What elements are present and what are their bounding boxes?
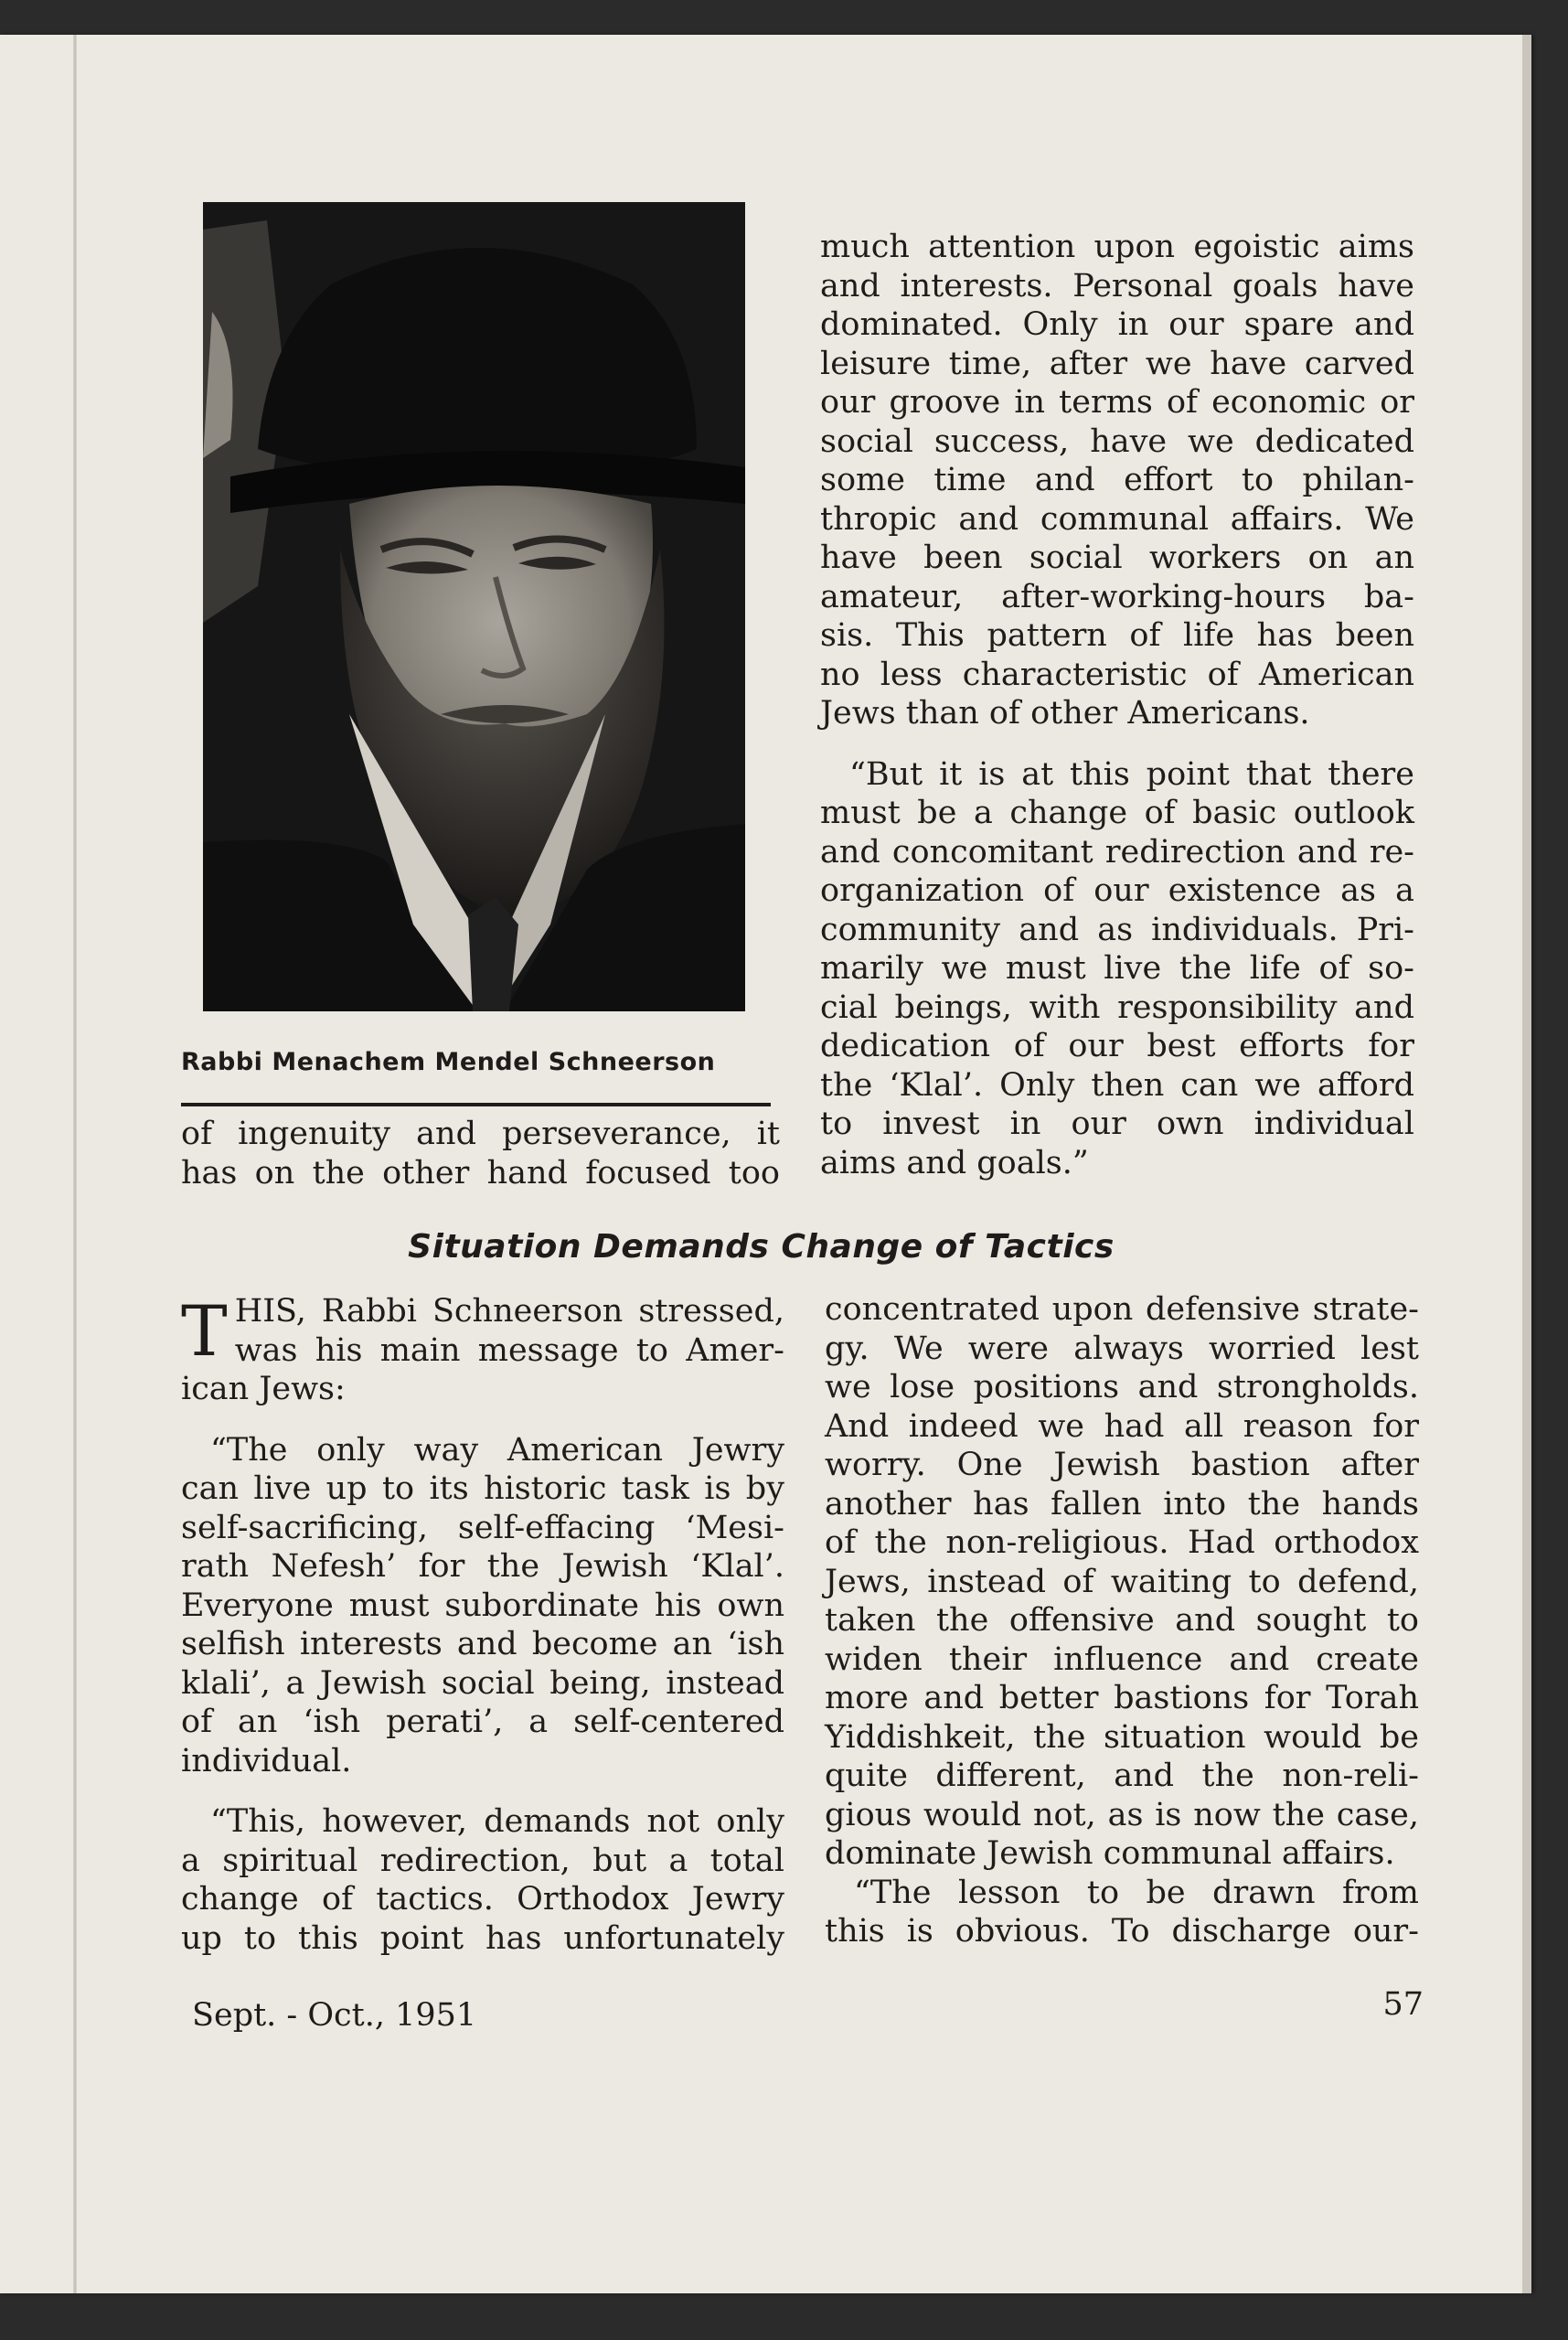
photo-caption: Rabbi Menachem Mendel Schneerson xyxy=(181,1048,716,1076)
text-line: dedication of our best efforts for xyxy=(820,1028,1414,1064)
text-line: aims and goals.” xyxy=(820,1144,1089,1181)
text-line: marily we must live the life of so- xyxy=(820,950,1414,987)
text-line: a spiritual redirection, but a total xyxy=(181,1842,784,1879)
drop-cap-paragraph xyxy=(181,1292,784,1409)
text-line: dominated. Only in our spare and xyxy=(820,306,1414,343)
text-line: self-sacrificing, self-effacing ‘Mesi- xyxy=(181,1509,784,1546)
text-line: was his main message to Amer- xyxy=(234,1331,784,1369)
text-line: “The lesson to be drawn from xyxy=(854,1874,1419,1911)
text-line: must be a change of basic outlook xyxy=(820,795,1414,831)
text-line: Everyone must subordinate his own xyxy=(181,1587,784,1624)
book-gutter xyxy=(73,35,77,2293)
text-line: concentrated upon defensive strate- xyxy=(825,1291,1419,1328)
text-line: another has fallen into the hands xyxy=(825,1485,1419,1523)
text-line: individual. xyxy=(181,1742,352,1779)
text-line: to invest in our own individual xyxy=(820,1106,1414,1142)
text-line: thropic and communal affairs. We xyxy=(820,500,1414,538)
text-line: no less characteristic of American xyxy=(820,656,1414,693)
text-line: of ingenuity and perseverance, it xyxy=(181,1116,780,1152)
left-column-bottom xyxy=(181,1292,784,1958)
text-line: this is obvious. To discharge our- xyxy=(825,1913,1419,1950)
text-line: quite different, and the non-reli- xyxy=(825,1758,1419,1794)
text-line: of an ‘ish perati’, a self-centered xyxy=(181,1704,784,1740)
text-line: HIS, Rabbi Schneerson stressed, xyxy=(234,1293,784,1330)
text-line: have been social workers on an xyxy=(820,540,1414,576)
text-line: has on the other hand focused too xyxy=(181,1154,780,1191)
text-line: can live up to its historic task is by xyxy=(181,1470,784,1507)
text-line: amateur, after-working-hours ba- xyxy=(820,578,1414,615)
text-line: much attention upon egoistic aims xyxy=(820,229,1414,265)
text-line: the ‘Klal’. Only then can we afford xyxy=(820,1066,1414,1104)
text-line: gy. We were always worried lest xyxy=(825,1330,1419,1367)
text-line: “But it is at this point that there xyxy=(849,755,1414,793)
text-line: and interests. Personal goals have xyxy=(820,267,1414,305)
text-line: social success, have we dedicated xyxy=(820,422,1414,460)
text-line: “The only way American Jewry xyxy=(210,1431,784,1469)
right-column-bottom xyxy=(825,1290,1419,1951)
text-line: our groove in terms of economic or xyxy=(820,384,1414,421)
text-line: worry. One Jewish bastion after xyxy=(825,1447,1419,1483)
magazine-page xyxy=(0,35,1531,2293)
issue-date: Sept. - Oct., 1951 xyxy=(192,1997,477,2034)
text-line: we lose positions and strongholds. xyxy=(825,1369,1419,1405)
text-line: of the non-religious. Had orthodox xyxy=(825,1524,1419,1561)
text-line: some time and effort to philan- xyxy=(820,462,1414,498)
right-column-top xyxy=(820,228,1414,1182)
portrait-illustration xyxy=(203,202,745,1011)
drop-cap: T xyxy=(181,1290,228,1372)
text-line: rath Nefesh’ for the Jewish ‘Klal’. xyxy=(181,1548,784,1585)
text-line: dominate Jewish communal affairs. xyxy=(825,1835,1395,1872)
text-line: taken the offensive and sought to xyxy=(825,1602,1419,1639)
caption-rule xyxy=(181,1103,771,1106)
text-line: “This, however, demands not only xyxy=(210,1803,784,1840)
text-line: leisure time, after we have carved xyxy=(820,345,1414,382)
text-line: more and better bastions for Torah xyxy=(825,1680,1419,1716)
portrait-photo xyxy=(203,202,745,1011)
page-number: 57 xyxy=(1382,1986,1424,2023)
text-line: Yiddishkeit, the situation would be xyxy=(825,1718,1419,1756)
text-line: And indeed we had all reason for xyxy=(825,1407,1419,1445)
text-line: change of tactics. Orthodox Jewry xyxy=(181,1881,784,1918)
text-line: sis. This pattern of life has been xyxy=(820,617,1414,654)
text-line: selfish interests and become an ‘ish xyxy=(181,1626,784,1662)
text-line: ican Jews: xyxy=(181,1371,346,1407)
text-line: widen their influence and create xyxy=(825,1640,1419,1678)
text-line: community and as individuals. Pri- xyxy=(820,911,1414,948)
text-line: Jews, instead of waiting to defend, xyxy=(825,1563,1419,1600)
text-line: cial beings, with responsibility and xyxy=(820,988,1414,1026)
text-line: and concomitant redirection and re- xyxy=(820,833,1414,871)
text-line: up to this point has unfortunately xyxy=(181,1919,784,1957)
text-line: Jews than of other Americans. xyxy=(820,695,1310,732)
text-line: organization of our existence as a xyxy=(820,872,1414,909)
section-heading: Situation Demands Change of Tactics xyxy=(408,1228,1115,1266)
text-line: klali’, a Jewish social being, instead xyxy=(181,1664,784,1702)
text-line: gious would not, as is now the case, xyxy=(825,1796,1419,1833)
left-column-top xyxy=(181,1115,780,1192)
